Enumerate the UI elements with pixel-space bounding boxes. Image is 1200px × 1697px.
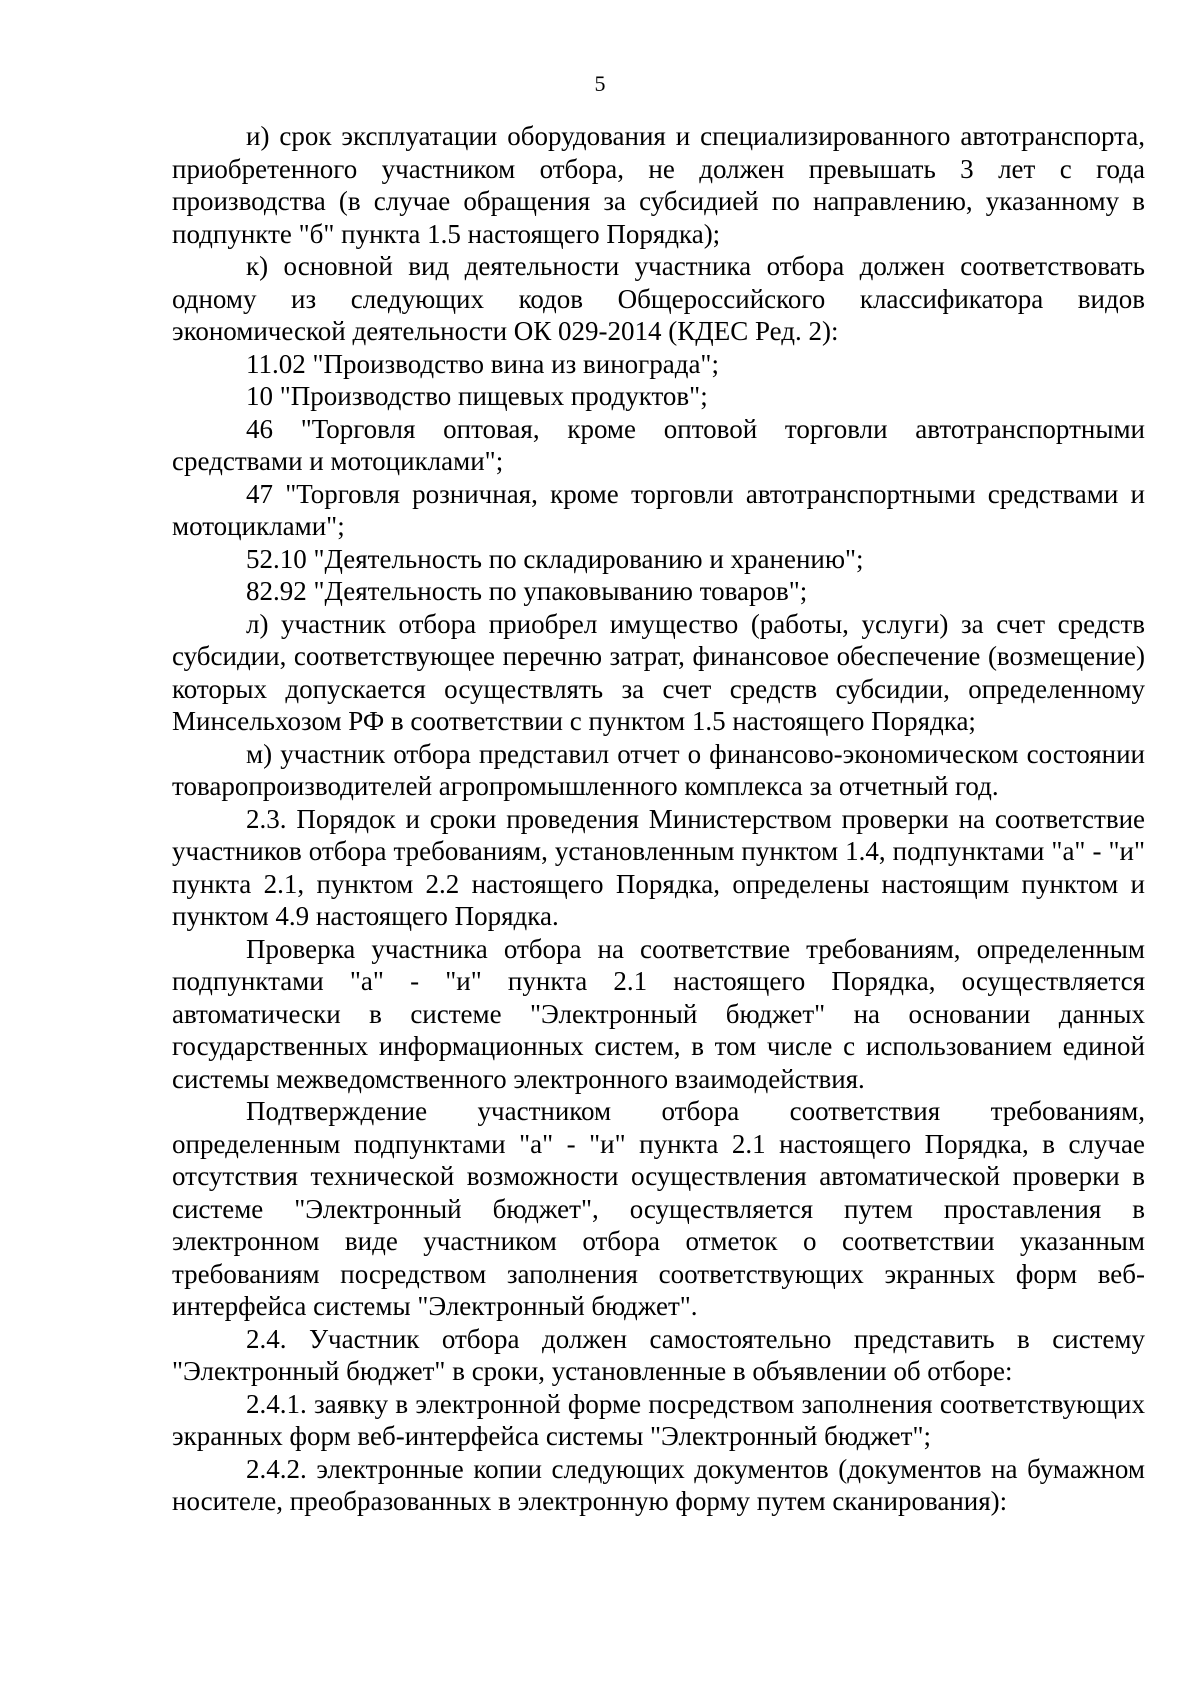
paragraph-manual-confirmation: Подтверждение участником отбора соответствия требованиям, определенным подпунктами "а" - "и" пункта 2.1 настоящего Порядка, в случае отсутствия технической возможности осуществления автоматической проверки в системе "Электронный бюджет", осуществляется путем проставления в электронном виде участником отбора отметок о соответствии указанным требованиям посредством заполнения соответствующих экранных форм веб-интерфейса системы "Электронный бюджет". [172, 1096, 1145, 1321]
section-2-4-1: 2.4.1. заявку в электронной форме посредством заполнения соответствующих экранных форм веб-интерфейса системы "Электронный бюджет"; [172, 1388, 1145, 1451]
paragraph-item-l: л) участник отбора приобрел имущество (работы, услуги) за счет средств субсидии, соответствующее перечню затрат, финансовое обеспечение (возмещение) которых допускается осуществлять за счет средств субсидии, определенному Минсельхозом РФ в соответствии с пунктом 1.5 настоящего Порядка; [172, 608, 1145, 736]
okved-code-46: 46 "Торговля оптовая, кроме оптовой торговли автотранспортными средствами и мотоциклами"; [172, 413, 1145, 476]
paragraph-automatic-check: Проверка участника отбора на соответствие требованиям, определенным подпунктами "а" - "и" пункта 2.1 настоящего Порядка, осуществляется автоматически в системе "Электронный бюджет" на основании данных государственных информационных систем, в том числе с использованием единой системы межведомственного электронного взаимодействия. [172, 933, 1145, 1094]
paragraph-item-m: м) участник отбора представил отчет о финансово-экономическом состоянии товаропроизводителей агропромышленного комплекса за отчетный год. [172, 738, 1145, 801]
document-body [172, 120, 1145, 1518]
okved-code-11-02: 11.02 "Производство вина из винограда"; [246, 348, 719, 379]
section-2-3: 2.3. Порядок и сроки проведения Министерством проверки на соответствие участников отбора требованиям, установленным пунктом 1.4, подпунктами "а" - "и" пункта 2.1, пунктом 2.2 настоящего Порядка, определены настоящим пунктом и пунктом 4.9 настоящего Порядка. [172, 803, 1145, 931]
okved-code-82-92: 82.92 "Деятельность по упаковыванию товаров"; [246, 576, 808, 606]
okved-code-47: 47 "Торговля розничная, кроме торговли автотранспортными средствами и мотоциклами"; [172, 478, 1145, 541]
section-2-4-2: 2.4.2. электронные копии следующих документов (документов на бумажном носителе, преобразованных в электронную форму путем сканирования): [172, 1453, 1145, 1516]
paragraph-item-i: и) срок эксплуатации оборудования и специализированного автотранспорта, приобретенного участником отбора, не должен превышать 3 лет с года производства (в случае обращения за субсидией по направлению, указанному в подпункте "б" пункта 1.5 настоящего Порядка); [172, 121, 1145, 249]
okved-code-10: 10 "Производство пищевых продуктов"; [246, 381, 708, 411]
section-2-4: 2.4. Участник отбора должен самостоятельно представить в систему "Электронный бюджет" в сроки, установленные в объявлении об отборе: [172, 1323, 1145, 1386]
page-number: 5 [594, 71, 606, 96]
okved-code-52-10: 52.10 "Деятельность по складированию и хранению"; [246, 543, 864, 574]
paragraph-item-k: к) основной вид деятельности участника отбора должен соответствовать одному из следующих кодов Общероссийского классификатора видов экономической деятельности ОК 029-2014 (КДЕС Ред. 2): [172, 251, 1145, 346]
